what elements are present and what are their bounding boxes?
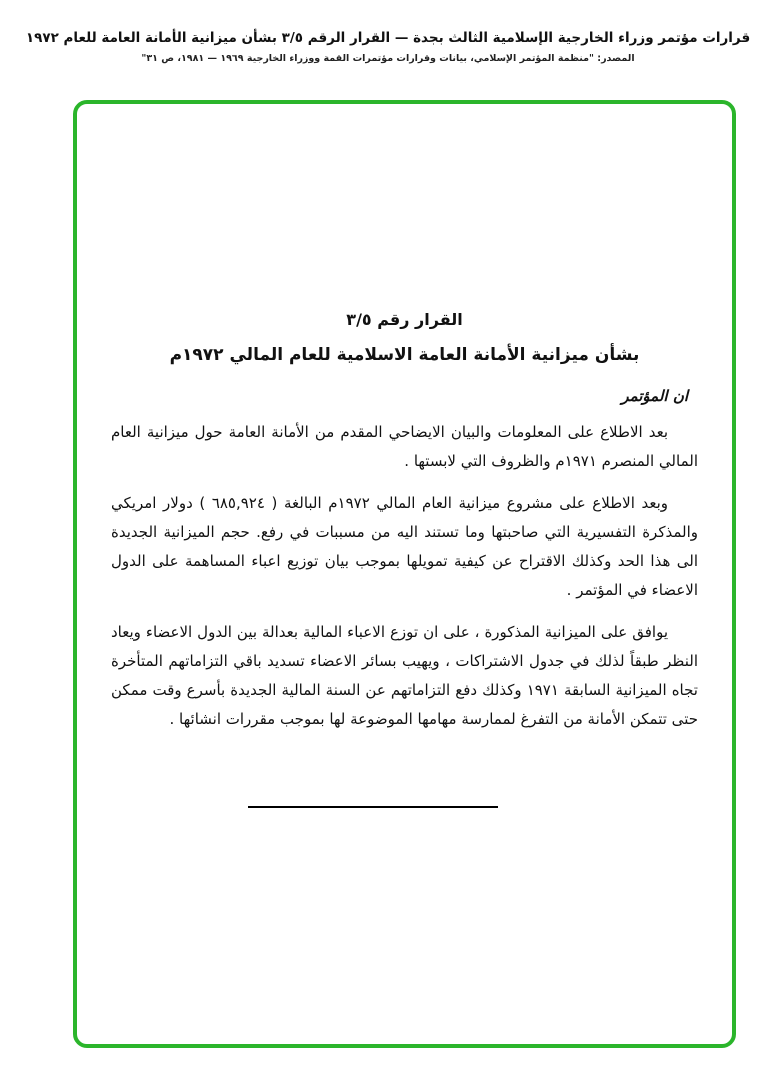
document-frame <box>73 100 736 1048</box>
decree-subject-title: بشأن ميزانية الأمانة العامة الاسلامية للعام المالي ١٩٧٢م <box>169 345 640 365</box>
document-header <box>0 0 776 64</box>
end-divider <box>248 806 498 808</box>
paragraph-3: يوافق على الميزانية المذكورة ، على ان توزع الاعباء المالية بعدالة بين الدول الاعضاء ويعاد النظر طبقاً لذلك في جدول الاشتراكات ، ويهيب بسائر الاعضاء تسديد باقي التزاماتهم المتأخرة تجاه الميزانية السابقة ١٩٧١ وكذلك دفع التزاماتهم عن السنة المالية الجديدة بأسرع وقت ممكن حتى تتمكن الأمانة من التفرغ لممارسة مهامها الموضوعة لها بموجب مقررات انشائها . <box>111 623 698 728</box>
paragraph-2: وبعد الاطلاع على مشروع ميزانية العام المالي ١٩٧٢م البالغة ( ٦٨٥,٩٢٤ ) دولار امريكي والمذكرة التفسيرية التي صاحبتها وما تستند اليه من مسببات في رفع. حجم الميزانية الجديدة الى هذا الحد وكذلك الاقتراح عن كيفية تمويلها بموجب بيان توزيع اعباء المساهمة على الدول الاعضاء في المؤتمر . <box>111 494 698 599</box>
decree-number-title: القرار رقم ٣/٥ <box>346 310 463 329</box>
intro-phrase: ان المؤتمر <box>621 387 688 405</box>
header-source: المصدر: "منظمة المؤتمر الإسلامي، بيانات وقرارات مؤتمرات القمة ووزراء الخارجية ١٩٦٩ — ١٩٨١، ص ٣١" <box>141 53 635 64</box>
paragraph-1: بعد الاطلاع على المعلومات والبيان الايضاحي المقدم من الأمانة العامة حول ميزانية العام المالي المنصرم ١٩٧١م والظروف التي لابستها . <box>111 423 698 470</box>
header-title: قرارات مؤتمر وزراء الخارجية الإسلامية الثالث بجدة — القرار الرقم ٣/٥ بشأن ميزانية الأمانة العامة للعام ١٩٧٢ <box>25 30 751 46</box>
